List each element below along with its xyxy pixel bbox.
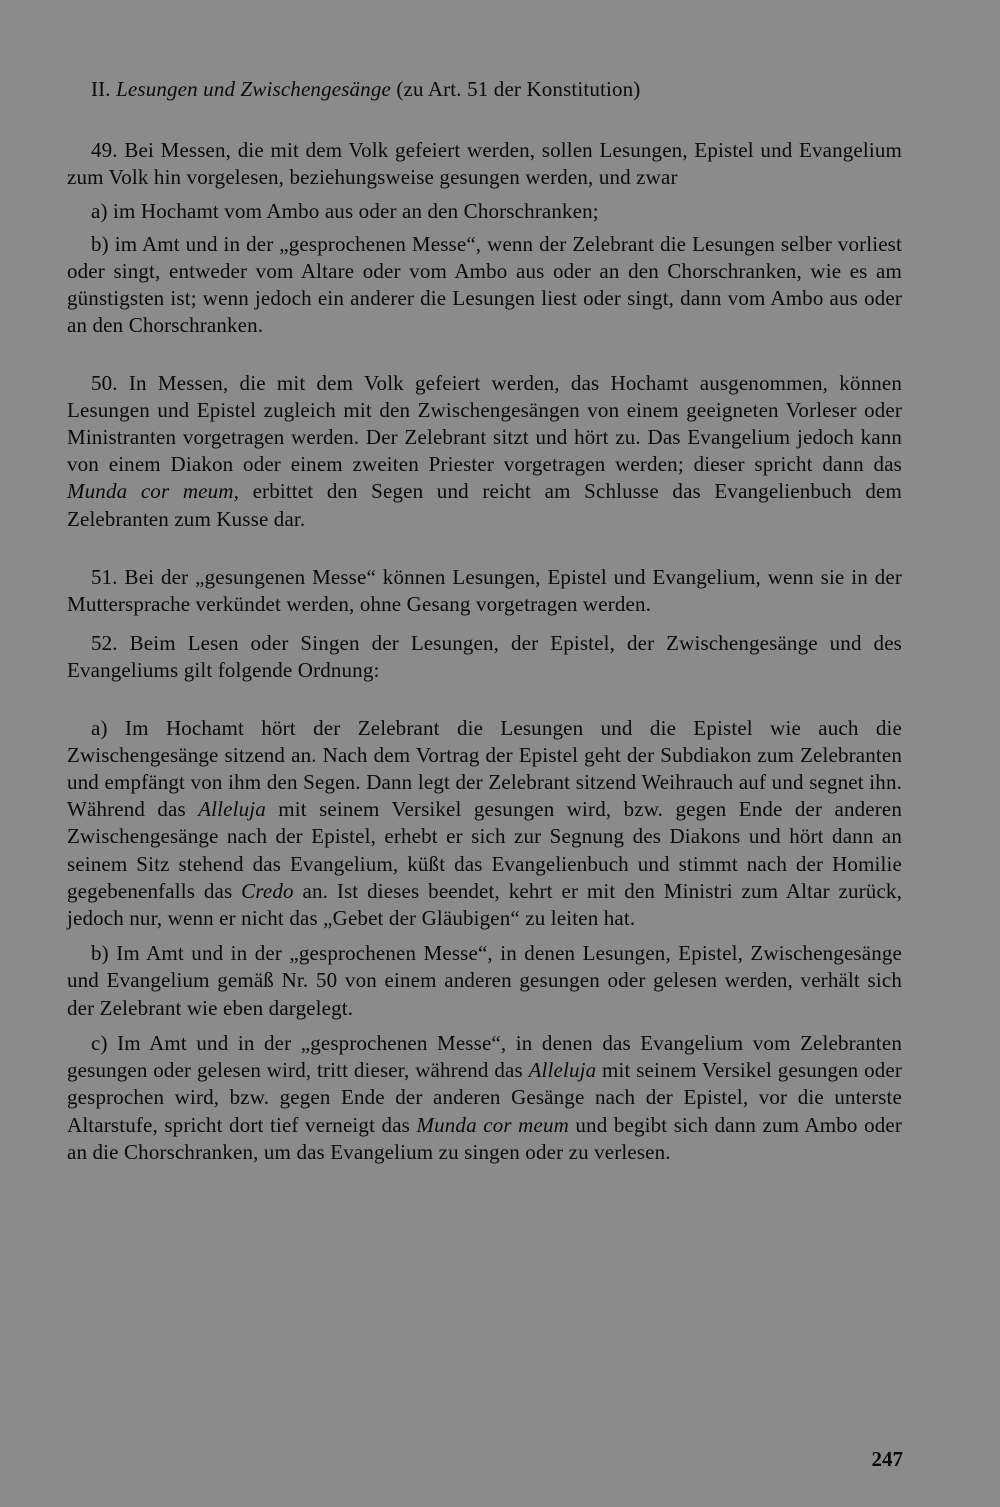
paragraph-52-c-italic1: Alleluja <box>528 1058 597 1083</box>
paragraph-52-c <box>67 1030 902 1166</box>
page-body <box>67 76 902 1166</box>
paragraph-52-b: b) Im Amt und in der „gesprochenen Messe“, in denen Lesungen, Epistel, Zwischengesänge und Evangelium gemäß Nr. 50 von einem anderen gesungen oder gelesen werden, verhält sich der Zelebrant wie eben dargelegt. <box>67 941 902 1020</box>
paragraph-52-c-part1: c) Im Amt und in der „gesprochenen Messe“, in denen das Evangelium vom Zelebranten gesungen oder gelesen wird, tritt dieser, während das <box>67 1030 902 1083</box>
paragraph-51: 51. Bei der „gesungenen Messe“ können Lesungen, Epistel und Evangelium, wenn sie in der Muttersprache verkündet werden, ohne Gesang vorgetragen werden. <box>67 564 902 617</box>
paragraph-49-a: a) im Hochamt vom Ambo aus oder an den Chorschranken; <box>91 198 599 223</box>
heading-title: Lesungen und Zwischengesänge <box>116 77 391 101</box>
paragraph-49-b: b) im Amt und in der „gesprochenen Messe“, wenn der Zelebrant die Lesungen selber vorliest oder singt, entweder vom Altare oder vom Ambo aus oder an den Chorschranken, wie es am günstigsten ist; wenn jedoch ein anderer die Lesungen liest oder singt, dann vom Ambo aus oder an den Chorschranken. <box>67 231 902 338</box>
paragraph-52-a <box>67 715 902 933</box>
heading-note: (zu Art. 51 der Konstitution) <box>396 77 641 101</box>
heading-number: II. <box>91 77 111 101</box>
paragraph-52-a-part3: an. Ist dieses beendet, kehrt er mit den Ministri zum Altar zurück, jedoch nur, wenn er nicht das „Gebet der Gläubigen“ zu leiten hat. <box>67 878 902 931</box>
paragraph-52-c-part2: mit seinem Versikel gesungen oder gesprochen wird, bzw. gegen Ende der anderen Gesänge nach der Epistel, vor die unterste Altarstufe, spricht dort tief verneigt das <box>67 1058 902 1137</box>
paragraph-52-c-part3: und begibt sich dann zum Ambo oder an die Chorschranken, um das Evangelium zu singen oder zu verlesen. <box>67 1112 902 1164</box>
section-heading <box>67 76 902 103</box>
paragraph-50-part1: 50. In Messen, die mit dem Volk gefeiert werden, das Hochamt ausgenommen, können Lesungen und Epistel zugleich mit den Zwischengesängen von einem geeigneten Vorleser oder Ministranten vorgetragen werden. Der Zelebrant sitzt und hört zu. Das Evangelium jedoch kann von einem Diakon oder einem zweiten Priester vorgetragen werden; dieser spricht dann das <box>67 370 902 477</box>
paragraph-50 <box>67 370 902 533</box>
paragraph-50-part2: erbittet den Segen und reicht am Schlusse das Evangelienbuch dem Zelebranten zum Kusse dar. <box>67 479 902 531</box>
paragraph-52-a-italic2: Credo <box>241 878 294 903</box>
paragraph-52-a-part1: a) Im Hochamt hört der Zelebrant die Lesungen und die Epistel wie auch die Zwischengesänge sitzend an. Nach dem Vortrag der Epistel geht der Subdiakon zum Zelebranten und empfängt von ihm den Segen. Dann legt der Zelebrant sitzend Weihrauch auf und segnet ihn. Während das <box>67 715 902 822</box>
paragraph-49-intro: 49. Bei Messen, die mit dem Volk gefeiert werden, sollen Lesungen, Epistel und Evangelium zum Volk hin vorgelesen, beziehungsweise gesungen werden, und zwar <box>67 138 902 190</box>
paragraph-52-c-italic2: Munda cor meum <box>416 1112 569 1137</box>
page-number: 247 <box>871 1447 903 1471</box>
paragraph-52-a-italic1: Alleluja <box>198 797 266 822</box>
paragraph-52-intro: 52. Beim Lesen oder Singen der Lesungen, der Epistel, der Zwischengesänge und des Evangeliums gilt folgende Ordnung: <box>67 631 902 683</box>
paragraph-52-a-part2: mit seinem Versikel gesungen wird, bzw. gegen Ende der anderen Zwischengesänge nach der Epistel, erhebt er sich zur Segnung des Diakons und hört dann an seinem Sitz stehend das Evangelium, küßt das Evangelienbuch und stimmt nach der Homilie gegebenenfalls das <box>67 797 902 903</box>
paragraph-50-italic: Munda cor meum, <box>67 479 239 504</box>
